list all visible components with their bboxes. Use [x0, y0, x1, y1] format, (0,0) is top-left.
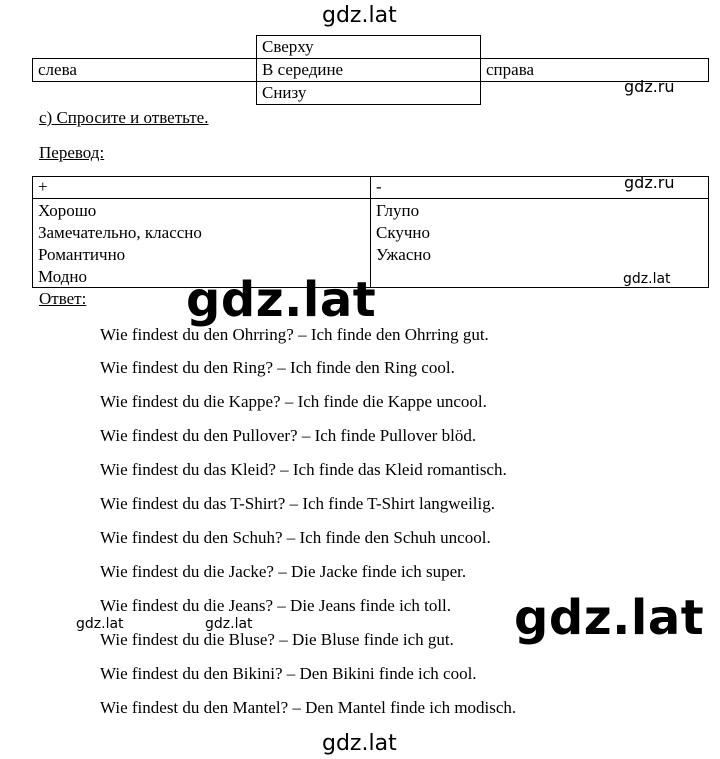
- answer-line: Wie findest du den Schuh? – Ich finde den Schuh uncool.: [100, 528, 491, 547]
- section-c-heading: c) Спросите и ответьте.: [39, 108, 209, 127]
- plus-header-cell: [32, 176, 371, 199]
- watermark-large-2: gdz.lat: [514, 590, 705, 646]
- answer-line: Wie findest du die Bluse? – Die Bluse finde ich gut.: [100, 630, 454, 649]
- cell-middle-text: В середине: [262, 60, 344, 79]
- cell-bottom-text: Снизу: [262, 83, 307, 102]
- minus-item: Ужасно: [376, 245, 431, 264]
- watermark-large-1: gdz.lat: [186, 272, 377, 328]
- answer-line: Wie findest du den Mantel? – Den Mantel finde ich modisch.: [100, 698, 517, 717]
- cell-left: [32, 58, 257, 82]
- cell-top-text: Сверху: [262, 37, 314, 56]
- watermark-small-1: gdz.ru: [624, 77, 675, 96]
- cell-right: [480, 58, 709, 82]
- watermark-small-5: gdz.lat: [205, 616, 253, 632]
- answer-line: Wie findest du den Pullover? – Ich finde Pullover blöd.: [100, 426, 477, 445]
- cell-left-text: слева: [38, 60, 77, 79]
- watermark-top: gdz.lat: [322, 3, 397, 28]
- watermark-small-4: gdz.lat: [76, 616, 124, 632]
- plus-item: Романтично: [38, 245, 126, 264]
- answer-label: Ответ:: [39, 289, 87, 308]
- cell-top: [256, 35, 481, 59]
- answer-line: Wie findest du das T-Shirt? – Ich finde T-Shirt langweilig.: [100, 494, 495, 513]
- translation-label: Перевод:: [39, 143, 105, 162]
- plus-item: Модно: [38, 267, 87, 286]
- watermark-small-2: gdz.ru: [624, 173, 675, 192]
- answer-line: Wie findest du den Bikini? – Den Bikini finde ich cool.: [100, 664, 477, 683]
- cell-bottom: [256, 81, 481, 105]
- minus-item: Скучно: [376, 223, 431, 242]
- plus-header: +: [38, 177, 48, 196]
- answer-line: Wie findest du den Ring? – Ich finde den Ring cool.: [100, 358, 455, 377]
- minus-header: -: [376, 177, 382, 196]
- answer-line: Wie findest du die Kappe? – Ich finde die Kappe uncool.: [100, 392, 487, 411]
- answer-line: Wie findest du das Kleid? – Ich finde das Kleid romantisch.: [100, 460, 507, 479]
- answer-line: Wie findest du die Jeans? – Die Jeans finde ich toll.: [100, 596, 452, 615]
- answer-line: Wie findest du den Ohrring? – Ich finde den Ohrring gut.: [100, 325, 489, 344]
- minus-item: Глупо: [376, 201, 420, 220]
- cell-right-text: справа: [486, 60, 535, 79]
- plus-item: Хорошо: [38, 201, 97, 220]
- watermark-bottom: gdz.lat: [322, 731, 397, 756]
- watermark-small-3: gdz.lat: [623, 271, 671, 287]
- answer-line: Wie findest du die Jacke? – Die Jacke finde ich super.: [100, 562, 467, 581]
- cell-middle: [256, 58, 481, 82]
- plus-item: Замечательно, классно: [38, 223, 202, 242]
